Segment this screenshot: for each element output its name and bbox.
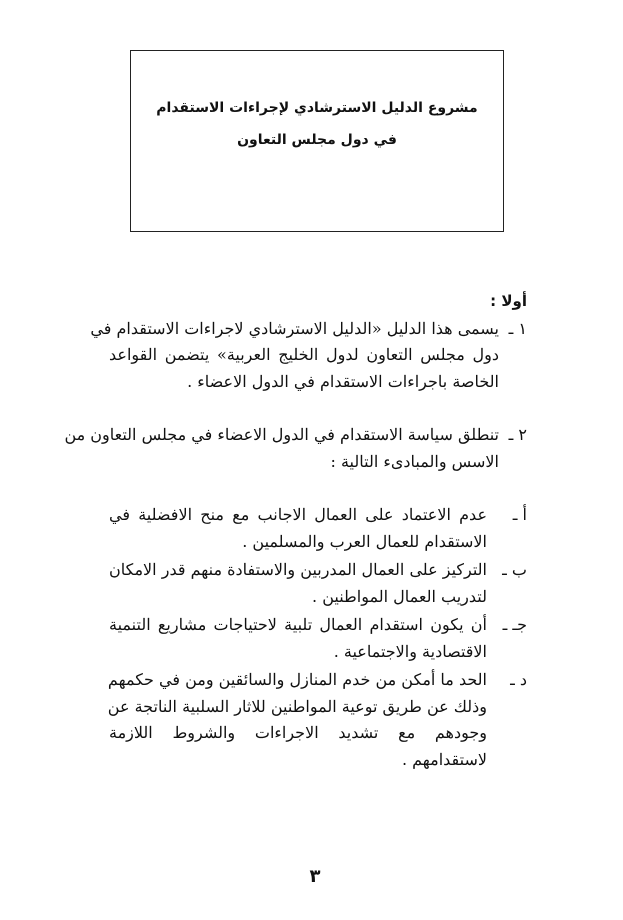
subitem-d-line: الحد ما أمكن من خدم المنازل والسائقين ومن في حكمهم [107,670,487,689]
subitem-a-marker: أ ـ [512,505,527,524]
section-heading: أولا : [490,292,527,310]
item-1-marker: ١ ـ [508,319,527,338]
item-1-line: يسمى هذا الدليل «الدليل الاسترشادي لاجراءات الاستقدام في [90,319,499,338]
subitem-j-line: أن يكون استقدام العمال تلبية لاحتياجات مشاريع التنمية [109,615,487,634]
title-line-1: مشروع الدليل الاسترشادي لإجراءات الاستقدام [156,100,478,116]
subitem-b-line: لتدريب العمال المواطنين . [312,587,487,606]
subitem-j-line: الاقتصادية والاجتماعية . [333,642,487,661]
subitem-b-marker: ب ـ [502,560,527,579]
subitem-a-line: الاستقدام للعمال العرب والمسلمين . [242,532,487,551]
subitem-d-marker: د ـ [510,670,527,689]
subitem-d-line: لاستقدامهم . [401,750,487,769]
page-number: ٣ [309,866,321,887]
item-2-line: تنطلق سياسة الاستقدام في الدول الاعضاء في مجلس التعاون من [64,425,499,444]
subitem-d-line: وذلك عن طريق توعية المواطنين للاثار السلبية الناتجة عن [107,697,487,716]
item-1-line: دول مجلس التعاون لدول الخليج العربية» يتضمن القواعد [109,345,499,364]
title-line-2: في دول مجلس التعاون [237,132,397,148]
subitem-d-line: وجودهم مع تشديد الاجراءات والشروط اللازمة [109,723,487,742]
item-2-marker: ٢ ـ [508,425,527,444]
subitem-a-line: عدم الاعتماد على العمال الاجانب مع منح الافضلية في [109,505,487,524]
subitem-j-marker: جـ ـ [502,615,527,634]
item-2-line: الاسس والمبادىء التالية : [330,452,499,471]
item-1-line: الخاصة باجراءات الاستقدام في الدول الاعضاء . [187,372,499,391]
subitem-b-line: التركيز على العمال المدربين والاستفادة منهم قدر الامكان [109,560,487,579]
